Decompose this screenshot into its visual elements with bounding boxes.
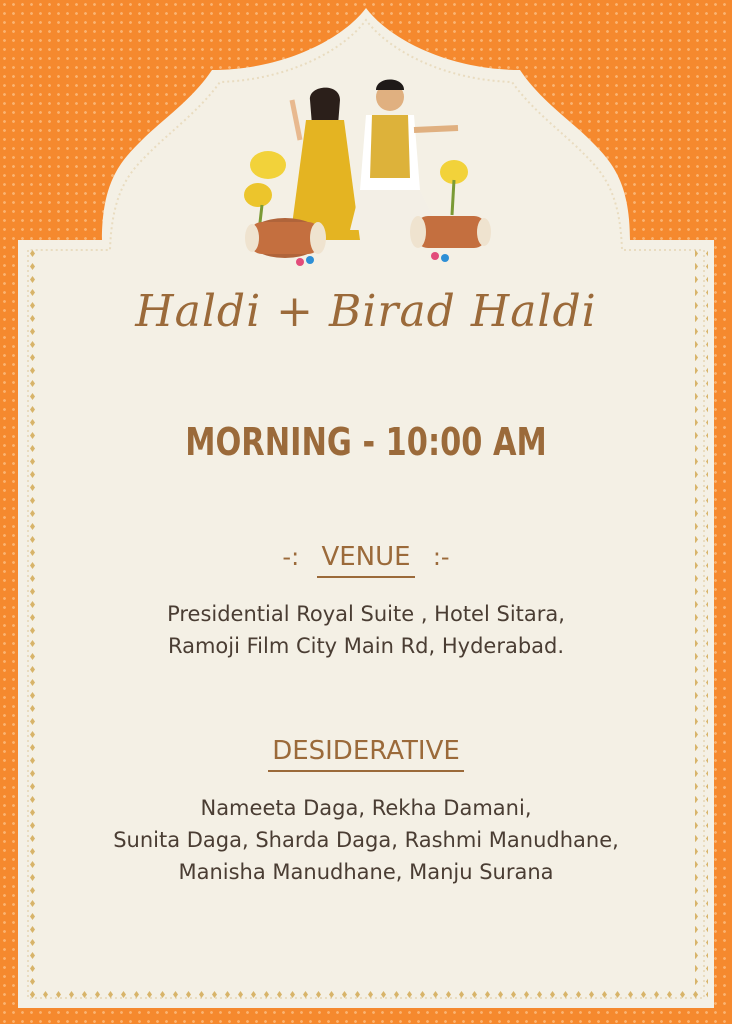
- desiderative-label: DESIDERATIVE: [268, 736, 464, 772]
- venue-address: [0, 598, 732, 662]
- border-bottom: [24, 985, 708, 998]
- desiderative-line: Nameeta Daga, Rekha Damani,: [200, 796, 532, 820]
- venue-line: Presidential Royal Suite , Hotel Sitara,: [167, 602, 565, 626]
- desiderative-heading: [0, 736, 732, 772]
- desiderative-names: [0, 792, 732, 888]
- ornament-left: -:: [282, 543, 300, 571]
- event-time: MORNING - 10:00 AM: [185, 420, 547, 464]
- venue-heading: [0, 542, 732, 578]
- ornament-right: :-: [432, 543, 450, 571]
- desiderative-line: Sunita Daga, Sharda Daga, Rashmi Manudhane,: [113, 828, 619, 852]
- desiderative-line: Manisha Manudhane, Manju Surana: [178, 860, 554, 884]
- venue-label: VENUE: [317, 542, 414, 578]
- venue-line: Ramoji Film City Main Rd, Hyderabad.: [167, 634, 565, 658]
- event-title: Haldi + Birad Haldi: [135, 286, 597, 337]
